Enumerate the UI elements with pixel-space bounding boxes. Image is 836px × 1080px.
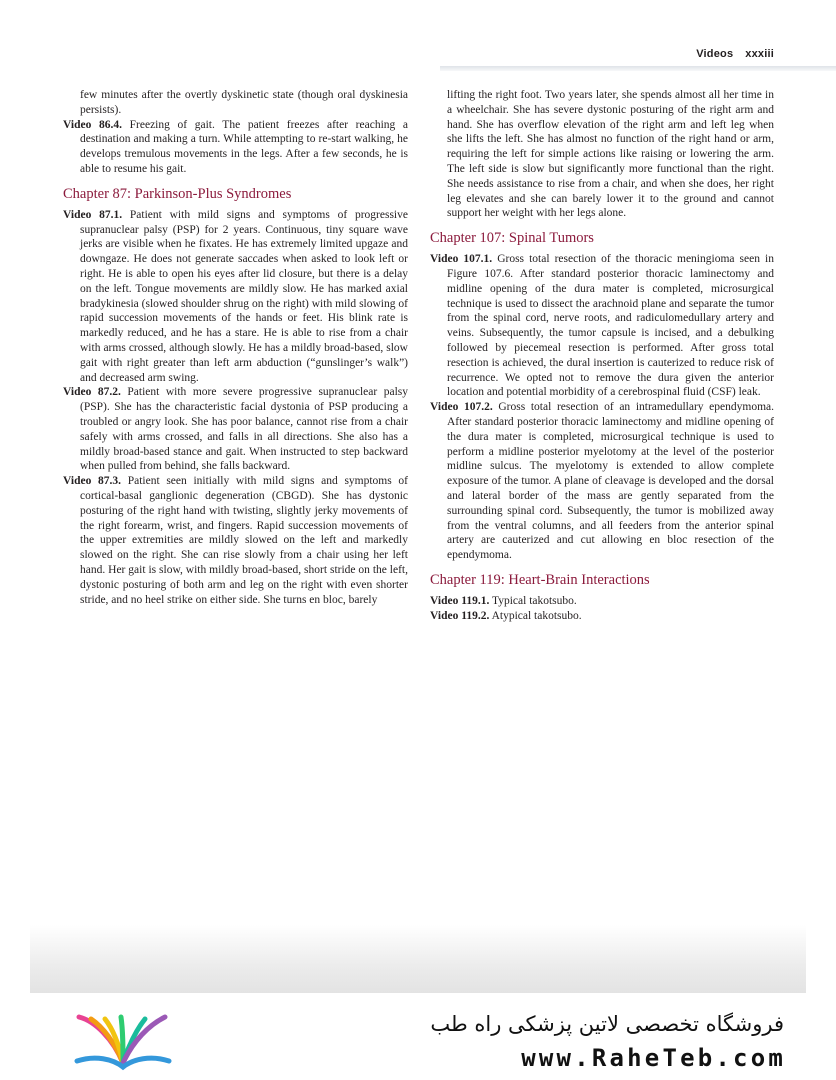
website-url: www.RaheTeb.com: [521, 1044, 786, 1072]
continued-paragraph: few minutes after the overtly dyskinetic state (though oral dyskinesia persists).: [80, 89, 408, 116]
video-description: Atypical takotsubo.: [489, 609, 582, 622]
chapter-heading-107: Chapter 107: Spinal Tumors: [430, 230, 594, 247]
video-description: Patient with mild signs and symptoms of progressive supranuclear palsy (PSP) for 2 years. Continuous, tiny square wave jerks are visible when he fixates. He has extremely limited upgaze and downgaze. He does not generate saccades when asked to look left or right. He is able to open his eyes after lid closure, but there is a delay on the left. Tongue movements are mildly slow. He has marked axial bradykinesia (slowed shoulder shrug on the right) with mild slowing of rapid succession movements of the hands or feet. His blink rate is markedly reduced, and he has a stare. He is able to rise from a chair with arms crossed, although slowly. He has a mildly broad-based, slow gait with right greater than left arm abduction (“gunslinger’s walk”) and decreased arm swing.: [80, 208, 408, 384]
video-description: Patient seen initially with mild signs and symptoms of cortical-basal ganglionic degeneration (CBGD). She has dystonic posturing of the right hand with twisting, slightly jerky movements of the right forearm, wrist, and fingers. Rapid succession movements of the upper extremities are mildly slowed on the left and markedly slowed on the right. She can rise slowly from a chair using her left hand. Her gait is slow, with mildly broad-based, short stride on the left, dystonic posturing of both arm and leg on the right with even shorter stride, and no heel strike on either side. She turns en bloc, barely: [80, 475, 408, 606]
running-head: [696, 48, 774, 60]
video-label: Video 119.1.: [430, 594, 490, 607]
video-description: Gross total resection of an intramedullary ependymoma. After standard posterior thoracic laminectomy and midline opening of the dura mater is completed, microsurgical technique is used to perform a midline posterior myelotomy at the level of the posterior midline sulcus. The myelotomy is extended to allow complete exposure of the tumor. A plane of cleavage is developed and the dorsal and lateral border of the mass are gently separated from the surrounding spinal cord. Subsequently, the tumor is mobilized away from the ventral columns, and all feeders from the anterior spinal artery are cauterized and cut allowing en bloc resection of the ependymoma.: [447, 401, 775, 562]
left-column: [63, 88, 408, 607]
video-label: Video 87.2.: [63, 386, 121, 399]
footer-shadow-band: [30, 925, 806, 993]
store-name: فروشگاه تخصصی لاتین پزشکی راه طب: [430, 1012, 784, 1036]
video-entry-107-2: [430, 400, 774, 563]
video-description: Patient with more severe progressive supranuclear palsy (PSP). She has the characteristic facial dystonia of PSP producing a troubled or angry look. She has poor balance, cannot rise from a chair safely with arms crossed, and falls in all directions. She also has a mildly broad-based stance and gait. When instructed to step backward when pulled from behind, she falls backward.: [80, 386, 408, 473]
video-label: Video 86.4.: [63, 118, 122, 131]
video-label: Video 107.1.: [430, 253, 493, 266]
chapter-heading-119: Chapter 119: Heart-Brain Interactions: [430, 571, 650, 588]
video-label: Video 87.1.: [63, 208, 123, 221]
video-label: Video 119.2.: [430, 609, 490, 622]
video-entry-107-1: [430, 252, 774, 400]
continued-paragraph: lifting the right foot. Two years later, she spends almost all her time in a wheelchair. She has severe dystonic posturing of the right arm and hand. She has overflow elevation of the right arm and left leg when she lifts the left. She has almost no function of the right hand or arm, requiring the left for simple actions like raising or lowering the arm. The left side is slow but significantly more functional than the right. She needs assistance to rise from a chair, and when she does, her right leg elevates and she can barely lower it to the ground and cannot support her weight with her legs alone.: [447, 89, 774, 220]
video-entry-119-2: [430, 609, 774, 624]
right-column: [430, 88, 774, 624]
video-entry-87-3: [63, 474, 408, 607]
header-rule: [440, 66, 836, 71]
video-entry-87-2: [63, 385, 408, 474]
video-description: Gross total resection of the thoracic meningioma seen in Figure 107.6. After standard posterior thoracic laminectomy and midline opening of the dura mater is completed, microsurgical technique is used to dissect the arachnoid plane and separate the tumor from the spinal cord, nerve roots, and radiculomedullary artery and veins. Subsequently, the tumor capsule is incised, and a debulking followed by piecemeal resection is performed. After gross total resection is achieved, the dural insertion is cauterized to reduce risk of recurrence. We opted not to remove the dura given the anterior location and potential morbidity of a cerebrospinal fluid (CSF) leak.: [447, 253, 775, 399]
section-title: Videos: [696, 48, 734, 60]
video-label: Video 87.3.: [63, 475, 122, 488]
video-entry-119-1: [430, 594, 774, 609]
page-number: xxxiii: [745, 48, 774, 60]
open-book-logo-icon: [73, 1005, 173, 1073]
video-label: Video 107.2.: [430, 401, 493, 414]
video-entry-87-1: [63, 208, 408, 386]
video-description: Freezing of gait. The patient freezes after reaching a destination and making a turn. While attempting to re-start walking, he develops tremulous movements in the legs. After a few seconds, he is able to resume his gait.: [80, 118, 409, 175]
video-entry-86-4: [63, 118, 408, 177]
video-description: Typical takotsubo.: [489, 594, 577, 607]
chapter-heading-87: Chapter 87: Parkinson-Plus Syndromes: [63, 185, 292, 202]
